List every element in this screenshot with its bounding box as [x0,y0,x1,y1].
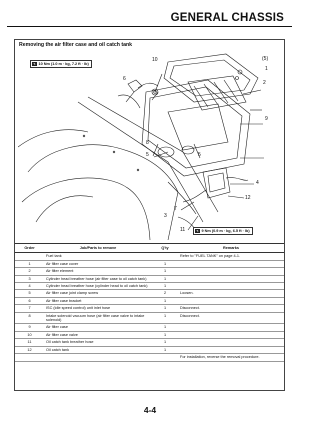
table-row [15,346,284,353]
cell-job: Intake solenoid vacuum hose (air filter case valve to intake solenoid) [44,312,152,324]
cell-job: ISC (idle speed control) unit inlet hose [44,305,152,312]
cell-remarks [178,339,284,346]
cell-remarks: Disconnect. [178,305,284,312]
cell-qty: 1 [152,268,178,275]
cell-remarks: Loosen. [178,290,284,297]
cell-remarks [178,346,284,353]
page-number: 4-4 [143,405,157,415]
cell-remarks: Refer to "FUEL TANK" on page 4-1. [178,253,284,260]
cell-order: 11 [15,339,44,346]
cell-qty [152,354,178,361]
cell-qty: 1 [152,297,178,304]
table-row [15,260,284,267]
callout-8: 8 [146,140,149,146]
cell-remarks [178,275,284,282]
cell-order: 7 [15,305,44,312]
cell-qty: 1 [152,260,178,267]
cell-remarks [178,268,284,275]
torque-spec-bottom [193,227,253,235]
table-row [15,312,284,324]
table-row [15,331,284,338]
cell-job [44,354,152,361]
cell-job: Oil catch tank breather hose [44,339,152,346]
cell-qty: 1 [152,331,178,338]
table-row [15,290,284,297]
cell-order: 10 [15,331,44,338]
cell-job: Oil catch tank [44,346,152,353]
callout-10: 10 [152,57,158,63]
cell-job: Air filter case joint clamp screw [44,290,152,297]
callout-1: 1 [265,66,268,72]
callout-3: 3 [164,213,167,219]
callout-12: 12 [245,195,251,201]
cell-job: Air filter case bracket [44,297,152,304]
table-row [15,354,284,361]
torque-spec-bottom-text: 9 Nm (0.9 m · kg, 6.5 ft · lb) [201,228,250,233]
table-row [15,297,284,304]
cell-qty: 1 [152,312,178,324]
cell-remarks [178,297,284,304]
cell-order: 8 [15,312,44,324]
table-body [15,253,284,361]
callout-9: 9 [265,116,268,122]
removal-parts-table [15,243,284,362]
table-row [15,339,284,346]
cell-job: Air filter case cover [44,260,152,267]
callout-5-a: 5 [146,152,149,158]
table-header-row [15,244,284,253]
page-header-title: GENERAL CHASSIS [170,12,284,24]
motorcycle-illustration [18,52,282,240]
cell-order: 5 [15,290,44,297]
cell-qty: 1 [152,324,178,331]
cell-job: Cylinder head breather hose (cylinder head to oil catch tank) [44,283,152,290]
cell-order [15,253,44,260]
callout-4: 4 [256,180,259,186]
cell-qty: 1 [152,305,178,312]
column-header-job: Job/Parts to remove [44,244,152,253]
cell-job: Air filter element [44,268,152,275]
callout-7: 7 [174,206,177,212]
cell-order [15,354,44,361]
callout-11: 11 [180,227,186,233]
cell-order: 4 [15,283,44,290]
callout-5-paren: (5) [262,56,269,62]
cell-remarks: Disconnect. [178,312,284,324]
callout-2: 2 [263,80,266,86]
table-row [15,253,284,260]
cell-remarks [178,324,284,331]
callout-6: 6 [123,76,126,82]
cell-qty: 1 [152,283,178,290]
callout-5-b: 5 [198,152,201,158]
cell-order: 12 [15,346,44,353]
cell-qty: 1 [152,346,178,353]
cell-order: 3 [15,275,44,282]
cell-job: Air filter case [44,324,152,331]
cell-qty: 1 [152,275,178,282]
section-title: Removing the air filter case and oil catch tank [19,42,133,48]
table-row [15,275,284,282]
cell-remarks [178,283,284,290]
cell-order: 9 [15,324,44,331]
cell-job: Air filter case valve [44,331,152,338]
cell-qty [152,253,178,260]
cell-remarks [178,331,284,338]
page-header [8,8,292,32]
column-header-order: Order [15,244,44,253]
cell-order: 1 [15,260,44,267]
cell-order: 2 [15,268,44,275]
torque-wrench-icon: T. [33,61,36,66]
exploded-diagram [18,52,282,240]
table-row [15,305,284,312]
cell-qty: 1 [152,339,178,346]
torque-spec-top [30,60,92,68]
table-row [15,268,284,275]
cell-job: Fuel tank [44,253,152,260]
cell-qty: 2 [152,290,178,297]
cell-remarks [178,260,284,267]
cell-remarks: For installation, reverse the removal procedure. [178,354,284,361]
cell-job: Cylinder head breather hose (air filter case to oil catch tank) [44,275,152,282]
cell-order: 6 [15,297,44,304]
torque-wrench-icon: T. [196,228,199,233]
header-rule [7,26,292,27]
column-header-qty: Q'ty [152,244,178,253]
torque-spec-top-text: 10 Nm (1.0 m · kg, 7.2 ft · lb) [38,61,89,66]
table-row [15,283,284,290]
table-row [15,324,284,331]
column-header-remarks: Remarks [178,244,284,253]
